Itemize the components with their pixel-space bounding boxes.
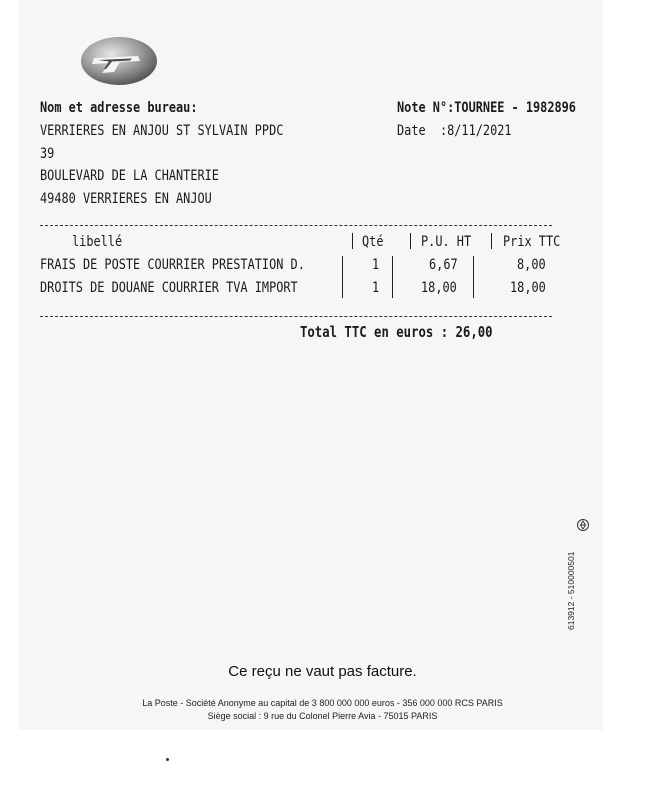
la-poste-logo-icon — [80, 36, 158, 86]
note-number — [397, 99, 576, 117]
receipt-notice: Ce reçu ne vaut pas facture. — [228, 663, 417, 680]
note-value: TOURNEE - 1982896 — [454, 100, 576, 116]
column-header-label: libellé — [72, 234, 123, 250]
total-line — [300, 323, 493, 341]
legal-line-1: La Poste - Société Anonyme au capital de 3 800 000 000 euros - 356 000 000 RCS PARIS — [142, 698, 503, 708]
recycle-icon — [576, 518, 590, 532]
table-top-rule — [40, 225, 552, 226]
row-price: 8,00 — [517, 257, 546, 273]
column-header-price: Prix TTC — [503, 234, 561, 250]
header-separator — [491, 233, 492, 249]
column-separator — [392, 256, 393, 298]
total-label: Total TTC en euros : — [300, 323, 449, 341]
legal-line-2: Siège social : 9 rue du Colonel Pierre Avia - 75015 PARIS — [207, 711, 438, 721]
date-label: Date — [397, 123, 426, 139]
total-value: 26,00 — [455, 323, 493, 341]
column-separator — [342, 256, 343, 298]
side-code: 613912 - 510000501 — [566, 551, 576, 630]
row-price: 18,00 — [510, 280, 546, 296]
header-separator — [352, 233, 353, 249]
note-label: Note N°: — [397, 100, 455, 116]
row-qty: 1 — [372, 257, 380, 273]
column-separator — [473, 256, 474, 298]
address-line-3: BOULEVARD DE LA CHANTERIE — [40, 168, 219, 184]
column-header-qty: Qté — [362, 234, 384, 250]
table-bottom-rule — [40, 316, 552, 317]
header-separator — [410, 233, 411, 249]
address-line-1: VERRIERES EN ANJOU ST SYLVAIN PPDC — [40, 123, 284, 139]
address-line-4: 49480 VERRIERES EN ANJOU — [40, 191, 212, 207]
column-header-unit-price: P.U. HT — [421, 234, 472, 250]
office-label: Nom et adresse bureau: — [40, 100, 198, 116]
speck — [166, 758, 169, 761]
date-value: :8/11/2021 — [439, 123, 512, 139]
row-unit-price: 6,67 — [429, 257, 458, 273]
row-qty: 1 — [372, 280, 380, 296]
date-line — [397, 122, 512, 140]
row-unit-price: 18,00 — [421, 280, 457, 296]
address-line-2: 39 — [40, 146, 55, 162]
row-label: FRAIS DE POSTE COURRIER PRESTATION D. — [40, 257, 305, 273]
row-label: DROITS DE DOUANE COURRIER TVA IMPORT — [40, 280, 298, 296]
